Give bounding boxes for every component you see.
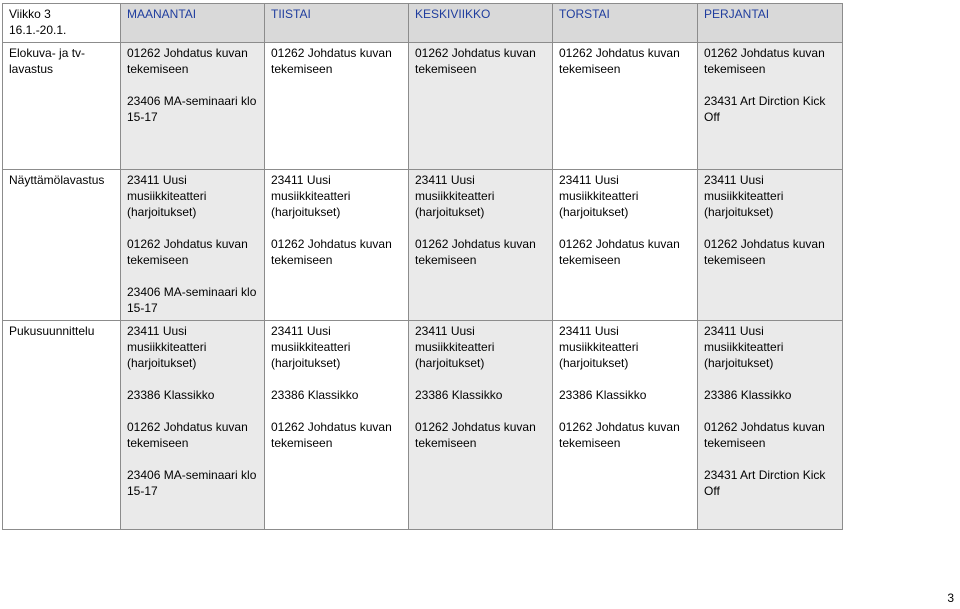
schedule-cell-thursday [553, 43, 698, 170]
course-entry: 01262 Johdatus kuvan tekemiseen [415, 237, 536, 267]
course-entry: 23431 Art Dirction Kick Off [704, 94, 826, 124]
course-entry: 23411 Uusi musiikkiteatteri (harjoitukset) [271, 173, 351, 219]
day-header-monday: MAANANTAI [121, 4, 265, 43]
course-entry: 23411 Uusi musiikkiteatteri (harjoitukset) [415, 173, 495, 219]
day-header-tuesday: TIISTAI [265, 4, 409, 43]
course-entry: 23411 Uusi musiikkiteatteri (harjoitukset) [415, 324, 495, 370]
course-entry: 23411 Uusi musiikkiteatteri (harjoitukset) [559, 173, 639, 219]
row-label: Näyttämölavastus [3, 170, 121, 321]
course-entry: 23411 Uusi musiikkiteatteri (harjoitukset) [127, 324, 207, 370]
row-label: Elokuva- ja tv-lavastus [3, 43, 121, 170]
table-row [3, 321, 843, 530]
course-entry: 23386 Klassikko [415, 388, 503, 402]
course-entry: 01262 Johdatus kuvan tekemiseen [704, 420, 825, 450]
schedule-cell-wednesday [409, 43, 553, 170]
schedule-cell-thursday [553, 321, 698, 530]
course-entry: 01262 Johdatus kuvan tekemiseen [704, 46, 825, 76]
course-entry: 01262 Johdatus kuvan tekemiseen [127, 46, 248, 76]
day-header-wednesday: KESKIVIIKKO [409, 4, 553, 43]
course-entry: 23411 Uusi musiikkiteatteri (harjoitukset) [704, 173, 784, 219]
table-row [3, 43, 843, 170]
week-number: Viikko 3 [9, 7, 51, 21]
course-entry: 23386 Klassikko [271, 388, 359, 402]
course-entry: 01262 Johdatus kuvan tekemiseen [559, 420, 680, 450]
schedule-cell-monday [121, 321, 265, 530]
course-entry: 23386 Klassikko [559, 388, 647, 402]
course-entry: 23411 Uusi musiikkiteatteri (harjoitukset) [271, 324, 351, 370]
course-entry: 01262 Johdatus kuvan tekemiseen [271, 237, 392, 267]
course-entry: 01262 Johdatus kuvan tekemiseen [127, 420, 248, 450]
course-entry: 23406 MA-seminaari klo 15-17 [127, 468, 257, 498]
course-entry: 23411 Uusi musiikkiteatteri (harjoitukset) [704, 324, 784, 370]
week-dates: 16.1.-20.1. [9, 23, 67, 37]
header-row [3, 4, 843, 43]
schedule-cell-wednesday [409, 170, 553, 321]
course-entry: 23406 MA-seminaari klo 15-17 [127, 285, 257, 315]
course-entry: 01262 Johdatus kuvan tekemiseen [271, 46, 392, 76]
schedule-cell-wednesday [409, 321, 553, 530]
row-label: Pukusuunnittelu [3, 321, 121, 530]
schedule-cell-monday [121, 170, 265, 321]
course-entry: 01262 Johdatus kuvan tekemiseen [415, 46, 536, 76]
course-entry: 01262 Johdatus kuvan tekemiseen [271, 420, 392, 450]
schedule-table [2, 3, 843, 530]
course-entry: 23386 Klassikko [704, 388, 792, 402]
schedule-cell-friday [698, 170, 843, 321]
course-entry: 01262 Johdatus kuvan tekemiseen [559, 237, 680, 267]
day-header-friday: PERJANTAI [698, 4, 843, 43]
schedule-cell-tuesday [265, 170, 409, 321]
course-entry: 23411 Uusi musiikkiteatteri (harjoitukset) [127, 173, 207, 219]
course-entry: 01262 Johdatus kuvan tekemiseen [415, 420, 536, 450]
schedule-body [3, 43, 843, 530]
schedule-cell-monday [121, 43, 265, 170]
page-number: 3 [947, 591, 954, 605]
course-entry: 23406 MA-seminaari klo 15-17 [127, 94, 257, 124]
course-entry: 23386 Klassikko [127, 388, 215, 402]
course-entry: 01262 Johdatus kuvan tekemiseen [559, 46, 680, 76]
course-entry: 01262 Johdatus kuvan tekemiseen [127, 237, 248, 267]
schedule-cell-friday [698, 321, 843, 530]
course-entry: 01262 Johdatus kuvan tekemiseen [704, 237, 825, 267]
course-entry: 23431 Art Dirction Kick Off [704, 468, 826, 498]
week-label [3, 4, 121, 43]
schedule-cell-thursday [553, 170, 698, 321]
schedule-cell-friday [698, 43, 843, 170]
day-header-thursday: TORSTAI [553, 4, 698, 43]
schedule-cell-tuesday [265, 43, 409, 170]
table-row [3, 170, 843, 321]
course-entry: 23411 Uusi musiikkiteatteri (harjoitukset) [559, 324, 639, 370]
schedule-cell-tuesday [265, 321, 409, 530]
